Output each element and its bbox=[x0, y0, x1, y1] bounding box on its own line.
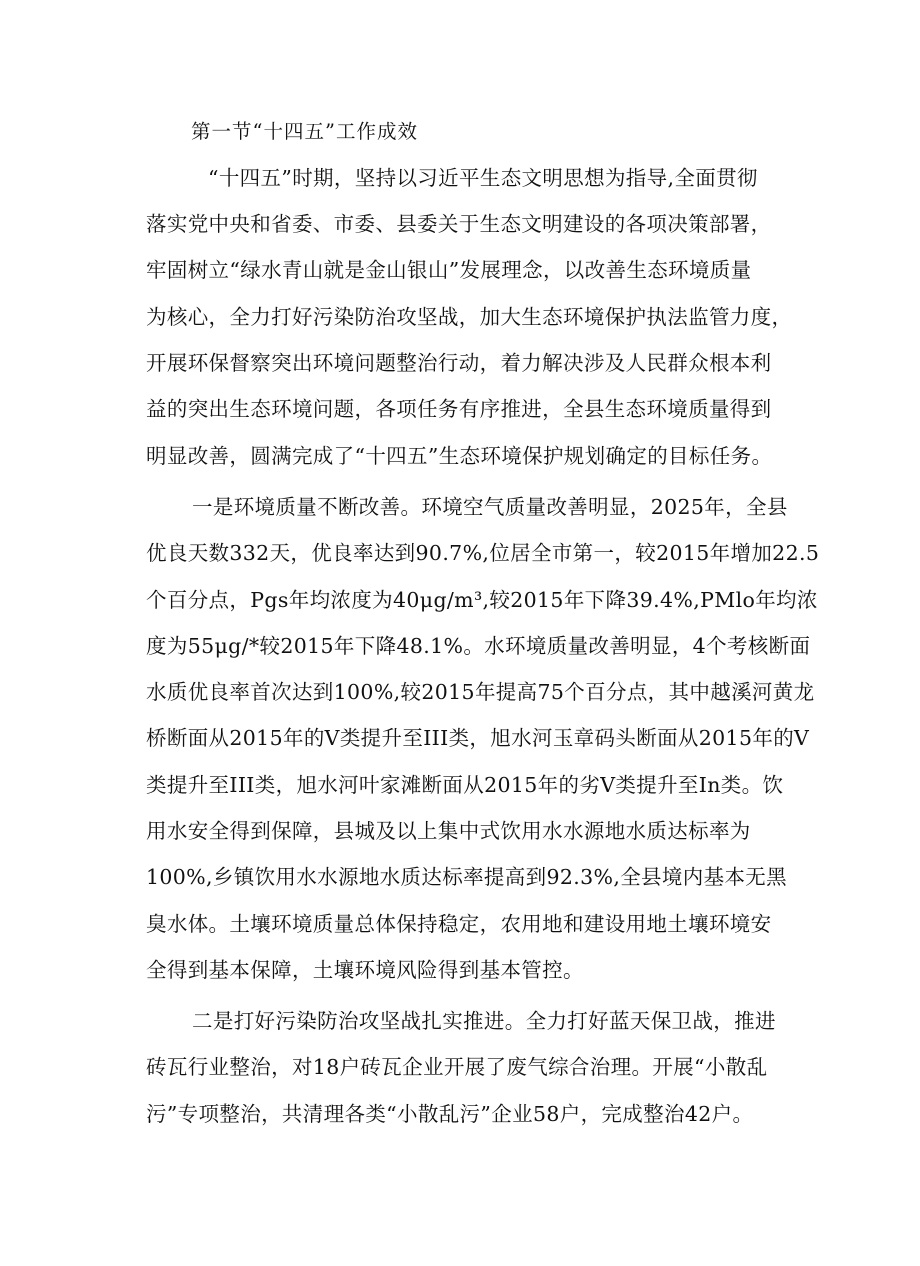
paragraph-1-line-4: 为核心，全力打好污染防治攻坚战，加大生态环境保护执法监管力度， bbox=[146, 305, 793, 329]
paragraph-2-line-10: 臭水体。土壤环境质量总体保持稳定，农用地和建设用地土壤环境安 bbox=[146, 912, 772, 936]
paragraph-3-line-1: 二是打好污染防治攻坚战扎实推进。全力打好蓝天保卫战，推进 bbox=[192, 1009, 776, 1033]
paragraph-1-line-5: 开展环保督察突出环境问题整治行动，着力解决涉及人民群众根本利 bbox=[146, 351, 772, 375]
paragraph-2-line-3: 个百分点，Pgs年均浓度为40μg/m³,较2015年下降39.4%,PMlo年均浓 bbox=[146, 588, 818, 612]
paragraph-2-line-7: 类提升至III类，旭水河叶家滩断面从2015年的劣V类提升至In类。饮 bbox=[146, 773, 784, 797]
section-heading: 第一节“十四五”工作成效 bbox=[191, 120, 418, 143]
paragraph-3-line-2: 砖瓦行业整治，对18户砖瓦企业开展了废气综合治理。开展“小散乱 bbox=[146, 1055, 768, 1079]
paragraph-2-line-1: 一是环境质量不断改善。环境空气质量改善明显，2025年，全县 bbox=[192, 495, 788, 519]
paragraph-2-line-5: 水质优良率首次达到100%,较2015年提高75个百分点，其中越溪河黄龙 bbox=[146, 680, 815, 704]
paragraph-1-line-3: 牢固树立“绿水青山就是金山银山”发展理念，以改善生态环境质量 bbox=[146, 258, 752, 282]
paragraph-1-line-1: “十四五”时期，坚持以习近平生态文明思想为指导,全面贯彻 bbox=[208, 166, 758, 190]
paragraph-2-line-2: 优良天数332天，优良率达到90.7%,位居全市第一，较2015年增加22.5 bbox=[146, 541, 820, 565]
paragraph-2-line-9: 100%,乡镇饮用水水源地水质达标率提高到92.3%,全县境内基本无黑 bbox=[146, 865, 788, 889]
paragraph-3-line-3: 污”专项整治，共清理各类“小散乱污”企业58户，完成整治42户。 bbox=[146, 1102, 754, 1126]
paragraph-1-line-6: 益的突出生态环境问题，各项任务有序推进，全县生态环境质量得到 bbox=[146, 397, 772, 421]
paragraph-2-line-6: 桥断面从2015年的V类提升至III类，旭水河玉章码头断面从2015年的V bbox=[146, 726, 810, 750]
paragraph-1-line-7: 明显改善，圆满完成了“十四五”生态环境保护规划确定的目标任务。 bbox=[146, 444, 773, 468]
paragraph-2-line-4: 度为55μg/*较2015年下降48.1%。水环境质量改善明显，4个考核断面 bbox=[146, 634, 811, 658]
paragraph-1-line-2: 落实党中央和省委、市委、县委关于生态文明建设的各项决策部署， bbox=[146, 212, 772, 236]
paragraph-2-line-11: 全得到基本保障，土壤环境风险得到基本管控。 bbox=[146, 958, 584, 982]
paragraph-2-line-8: 用水安全得到保障，县城及以上集中式饮用水水源地水质达标率为 bbox=[146, 819, 751, 843]
